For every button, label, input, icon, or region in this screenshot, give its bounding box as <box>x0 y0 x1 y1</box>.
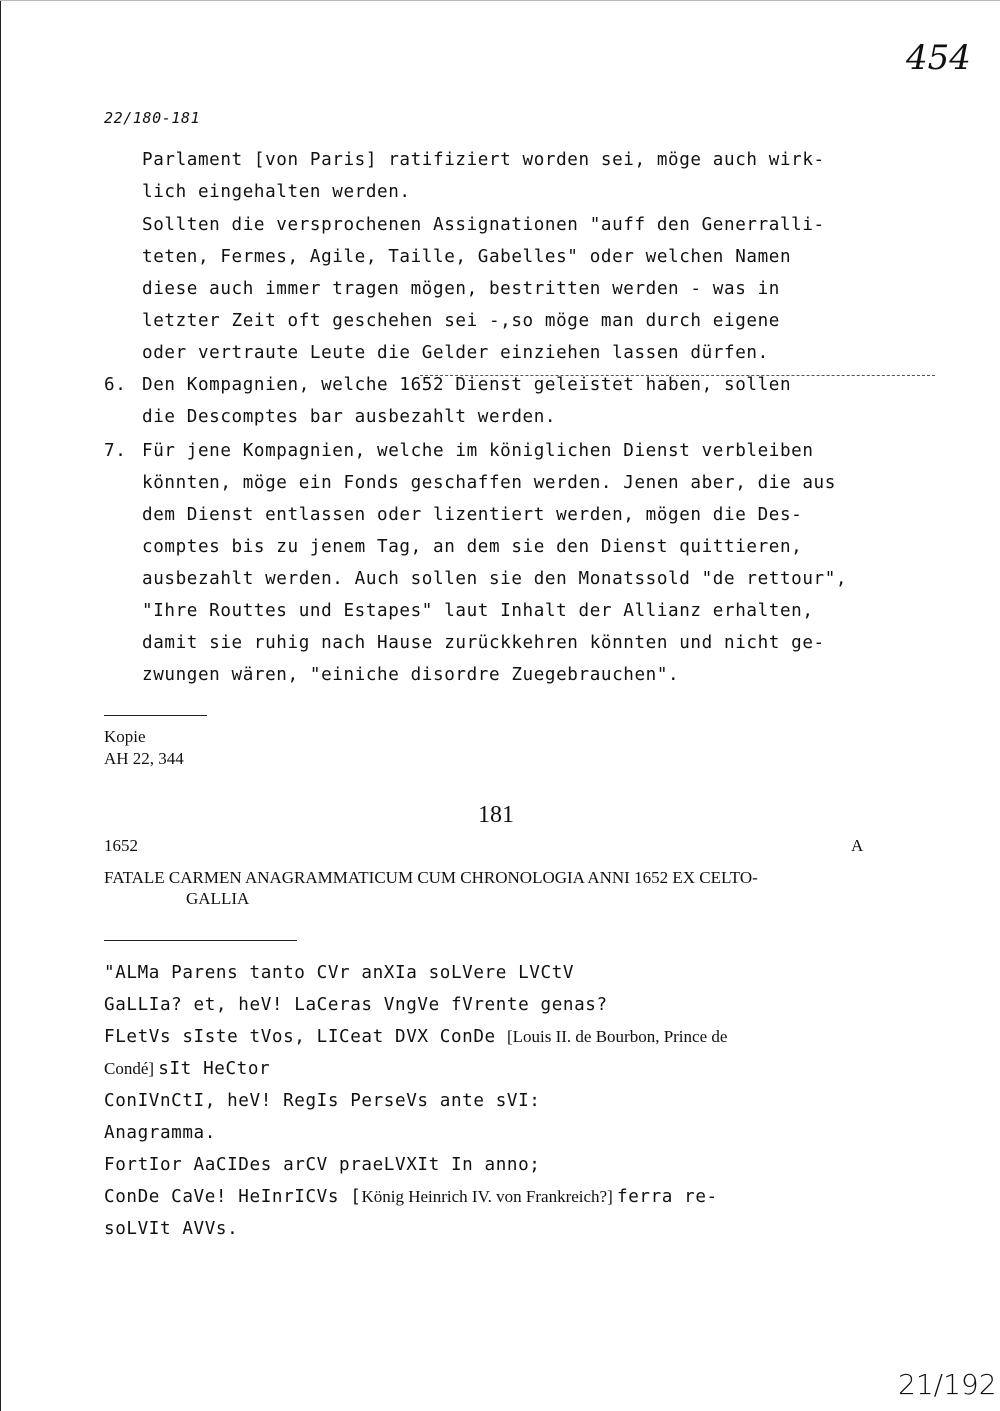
editorial-note: Condé] <box>104 1059 159 1078</box>
text-line: Parlament [von Paris] ratifiziert worden sei, möge auch wirk- <box>142 150 825 170</box>
text-line: letzter Zeit oft geschehen sei -,so möge man durch eigene <box>142 311 780 331</box>
text-line: Für jene Kompagnien, welche im königlichen Dienst verbleiben <box>142 441 814 461</box>
text-line: oder vertraute Leute die Gelder einziehen lassen dürfen. <box>142 343 769 363</box>
editorial-note: [Louis II. de Bourbon, Prince de <box>506 1027 728 1046</box>
text-line: Sollten die versprochenen Assignationen "auff den Generralli- <box>142 215 825 235</box>
footnote-rule <box>104 715 207 716</box>
poem-line: Condé] sIt HeCtor <box>104 1059 271 1079</box>
page-edge <box>0 0 1 1411</box>
text-line: damit sie ruhig nach Hause zurückkehren könnten und nicht ge- <box>142 633 825 653</box>
footnote-kopie: Kopie <box>104 727 146 746</box>
editorial-note: König Heinrich IV. von Frankreich?] <box>361 1187 618 1206</box>
poem-line: ConIVnCtI, heV! RegIs PerseVs ante sVI: <box>104 1091 541 1111</box>
text-line: comptes bis zu jenem Tag, an dem sie den Dienst quittieren, <box>142 537 803 557</box>
item-number: 7. <box>104 441 127 461</box>
poem-line: "ALMa Parens tanto CVr anXIa soLVere LVCtV <box>104 963 575 983</box>
handwritten-page-number: 454 <box>906 38 971 78</box>
text-line: "Ihre Routtes und Estapes" laut Inhalt der Allianz erhalten, <box>142 601 814 621</box>
poem-line: soLVIt AVVs. <box>104 1219 239 1239</box>
poem-line: ConDe CaVe! HeInrICVs [König Heinrich IV. von Frankreich?] ferra re- <box>104 1187 718 1207</box>
text-line: Den Kompagnien, welche 1652 Dienst geleistet haben, sollen <box>142 375 792 395</box>
text-line: zwungen wären, "einiche disordre Zuegebrauchen". <box>142 665 680 685</box>
text-line: dem Dienst entlassen oder lizentiert werden, mögen die Des- <box>142 505 803 525</box>
reference: 22/180-181 <box>104 109 201 127</box>
poem-line: GaLLIa? et, heV! LaCeras VngVe fVrente genas? <box>104 995 608 1015</box>
document-title-cont: GALLIA <box>186 889 250 908</box>
archive-mark: 21/192 <box>898 1368 997 1401</box>
text-line: die Descomptes bar ausbezahlt werden. <box>142 407 557 427</box>
document-year: 1652 <box>104 836 138 855</box>
footnote-source: AH 22, 344 <box>104 749 184 768</box>
text-line: ausbezahlt werden. Auch sollen sie den Monatssold "de rettour", <box>142 569 848 589</box>
document-title: FATALE CARMEN ANAGRAMMATICUM CUM CHRONOLOGIA ANNI 1652 EX CELTO- <box>104 868 758 887</box>
item-number: 6. <box>104 375 127 395</box>
poem-line: FLetVs sIste tVos, LICeat DVX ConDe [Louis II. de Bourbon, Prince de <box>104 1027 728 1047</box>
document-number: 181 <box>478 802 514 828</box>
document-letter: A <box>851 836 864 855</box>
text-line: lich eingehalten werden. <box>142 182 411 202</box>
poem-line: Anagramma. <box>104 1123 216 1143</box>
page-top-edge <box>0 0 1000 1</box>
title-rule <box>104 940 297 941</box>
text-line: teten, Fermes, Agile, Taille, Gabelles" oder welchen Namen <box>142 247 792 267</box>
poem-line: FortIor AaCIDes arCV praeLVXIt In anno; <box>104 1155 541 1175</box>
text-line: könnten, möge ein Fonds geschaffen werden. Jenen aber, die aus <box>142 473 836 493</box>
text-line: diese auch immer tragen mögen, bestritten werden - was in <box>142 279 780 299</box>
